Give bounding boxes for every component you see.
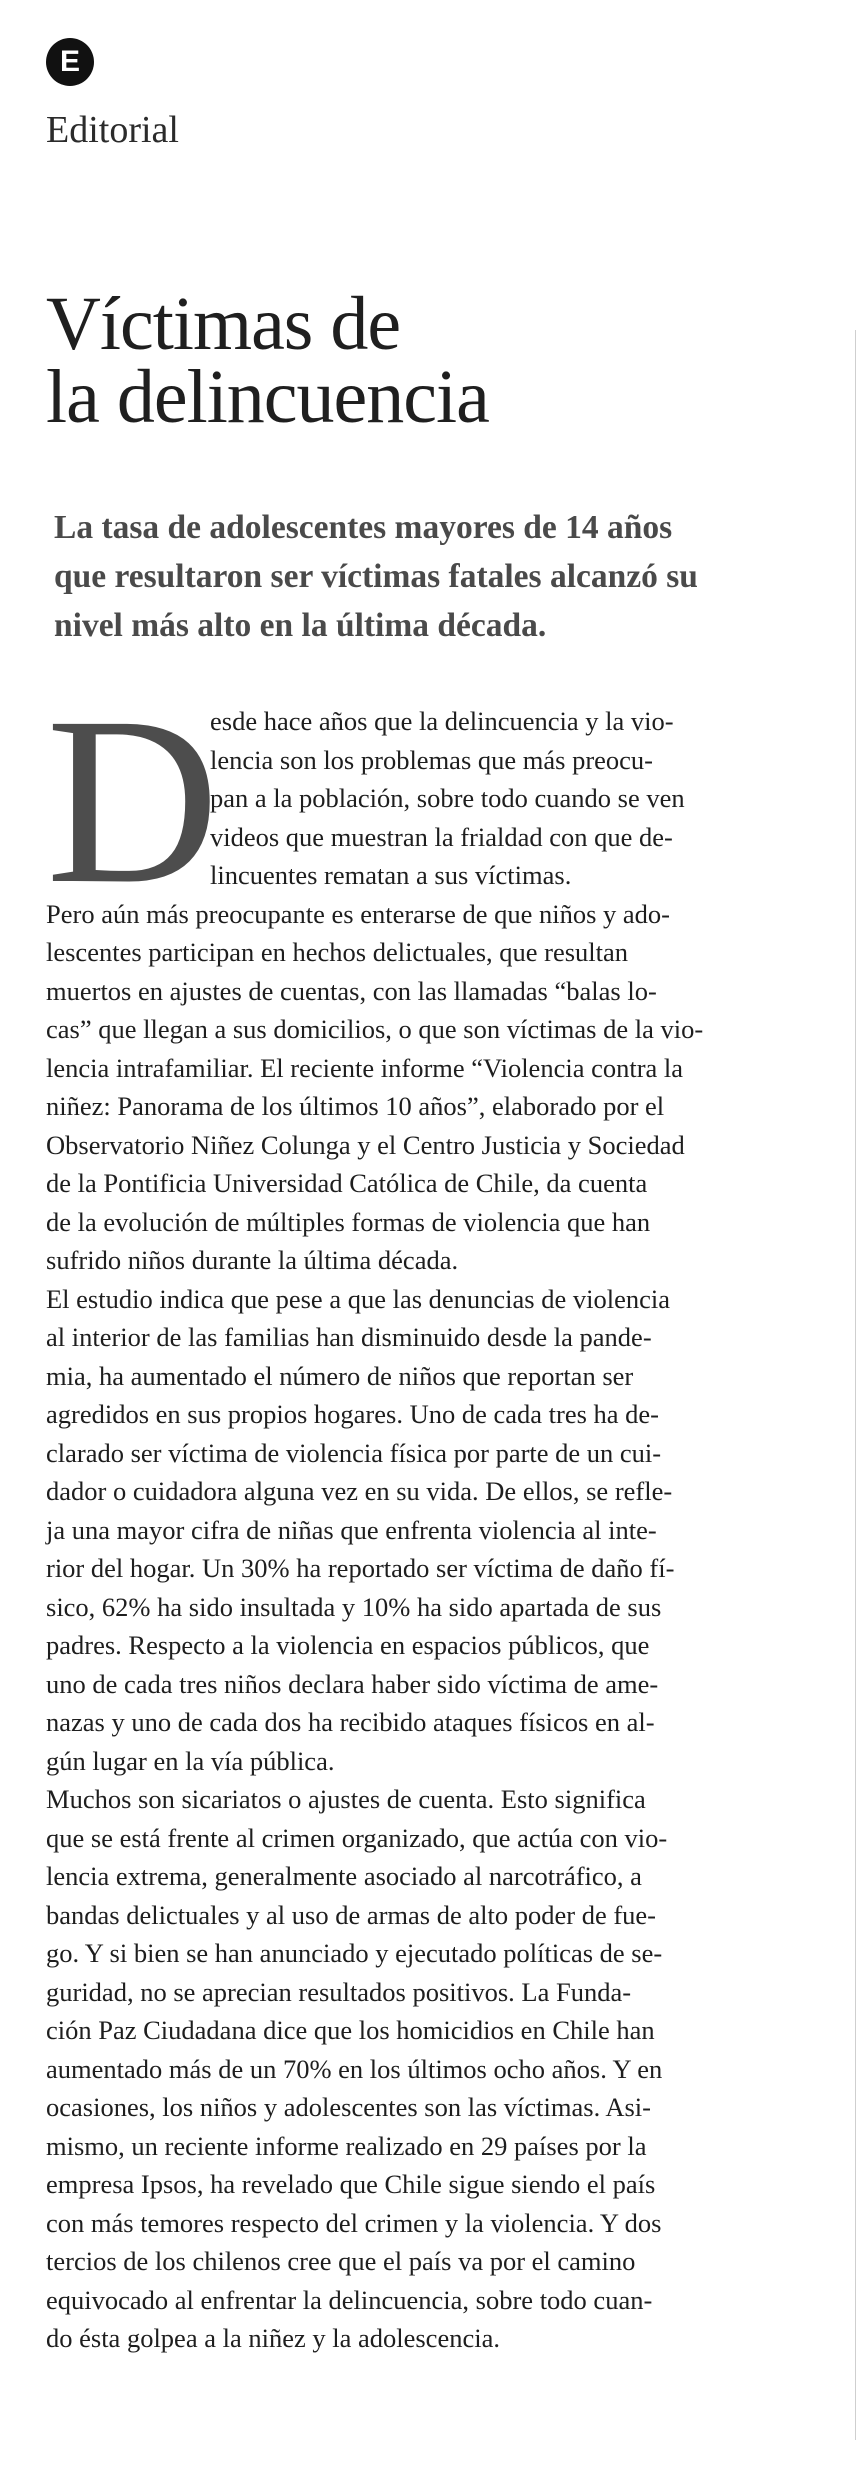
body-line: de la evolución de múltiples formas de violencia que han — [46, 1206, 651, 1237]
column-rule — [855, 330, 856, 2440]
body-line: lencia intrafamiliar. El reciente informe “Violencia contra la — [46, 1052, 684, 1083]
body-line: padres. Respecto a la violencia en espacios públicos, que — [46, 1630, 650, 1660]
body-line: ja una mayor cifra de niñas que enfrenta violencia al inte- — [46, 1514, 657, 1545]
body-line: al interior de las familias han disminuido desde la pande- — [46, 1322, 652, 1352]
section-label: Editorial — [46, 109, 179, 151]
body-line: tercios de los chilenos cree que el país va por el camino — [46, 2246, 636, 2276]
body-line: Pero aún más preocupante es enterarse de que niños y ado- — [46, 898, 670, 929]
body-line: ocasiones, los niños y adolescentes son las víctimas. Asi- — [46, 2092, 651, 2122]
body-line: pan a la población, sobre todo cuando se ven — [210, 783, 685, 813]
headline — [46, 282, 489, 439]
body-line: lescentes participan en hechos delictuales, que resultan — [46, 937, 629, 967]
body-line: mia, ha aumentado el número de niños que reportan ser — [46, 1360, 634, 1391]
body-line: sico, 62% ha sido insultada y 10% ha sido apartada de sus — [46, 1591, 662, 1622]
body-line: Muchos son sicariatos o ajustes de cuenta. Esto significa — [46, 1784, 646, 1814]
subhead-line: nivel más alto en la última década. — [54, 607, 547, 644]
body-line: sufrido niños durante la última década. — [46, 1245, 459, 1275]
body-line: El estudio indica que pese a que las denuncias de violencia — [46, 1283, 671, 1314]
body-line: equivocado al enfrentar la delincuencia, sobre todo cuan- — [46, 2284, 653, 2315]
body-line: lincuentes rematan a sus víctimas. — [210, 860, 572, 890]
article-body — [46, 667, 806, 2358]
subhead-line: que resultaron ser víctimas fatales alcanzó su — [54, 558, 698, 595]
headline-line: la delincuencia — [46, 354, 489, 439]
body-line: go. Y si bien se han anunciado y ejecutado políticas de se- — [46, 1938, 663, 1968]
body-line: muertos en ajustes de cuentas, con las llamadas “balas lo- — [46, 975, 657, 1006]
body-line: uno de cada tres niños declara haber sido víctima de ame- — [46, 1668, 659, 1699]
body-line: empresa Ipsos, ha revelado que Chile sigue siendo el país — [46, 2169, 656, 2199]
body-line: Observatorio Niñez Colunga y el Centro Justicia y Sociedad — [46, 1129, 685, 1160]
body-line: lencia extrema, generalmente asociado al narcotráfico, a — [46, 1861, 642, 1891]
body-line: agredidos en sus propios hogares. Uno de cada tres ha de- — [46, 1399, 659, 1429]
headline-line: Víctimas de — [46, 282, 401, 366]
body-line: bandas delictuales y al uso de armas de alto poder de fue- — [46, 1899, 657, 1930]
subheadline — [54, 503, 698, 650]
subhead-line: La tasa de adolescentes mayores de 14 años — [54, 509, 673, 546]
body-line: que se está frente al crimen organizado, que actúa con vio- — [46, 1822, 668, 1853]
body-line: do ésta golpea a la niñez y la adolescencia. — [46, 2323, 500, 2353]
body-line: lencia son los problemas que más preocu- — [210, 744, 654, 775]
drop-cap: D — [46, 667, 220, 933]
body-line: de la Pontificia Universidad Católica de Chile, da cuenta — [46, 1168, 648, 1198]
body-line: con más temores respecto del crimen y la violencia. Y dos — [46, 2207, 662, 2238]
body-line: mismo, un reciente informe realizado en 29 países por la — [46, 2130, 647, 2161]
body-line: cas” que llegan a sus domicilios, o que son víctimas de la vio- — [46, 1014, 704, 1044]
body-line: aumentado más de un 70% en los últimos ocho años. Y en — [46, 2053, 663, 2084]
body-line: nazas y uno de cada dos ha recibido ataques físicos en al- — [46, 1707, 655, 1737]
body-line: guridad, no se aprecian resultados positivos. La Funda- — [46, 1976, 632, 2007]
section-badge: E — [46, 38, 94, 86]
body-line: gún lugar en la vía pública. — [46, 1745, 335, 1776]
body-line: niñez: Panorama de los últimos 10 años”, elaborado por el — [46, 1091, 665, 1121]
body-line: rior del hogar. Un 30% ha reportado ser víctima de daño fí- — [46, 1553, 675, 1583]
body-line: ción Paz Ciudadana dice que los homicidios en Chile han — [46, 2015, 655, 2045]
body-line: dador o cuidadora alguna vez en su vida. De ellos, se refle- — [46, 1476, 673, 1506]
body-line: videos que muestran la frialdad con que de- — [210, 821, 673, 852]
body-line: clarado ser víctima de violencia física por parte de un cui- — [46, 1437, 662, 1468]
body-line: esde hace años que la delincuencia y la vio- — [210, 706, 674, 736]
